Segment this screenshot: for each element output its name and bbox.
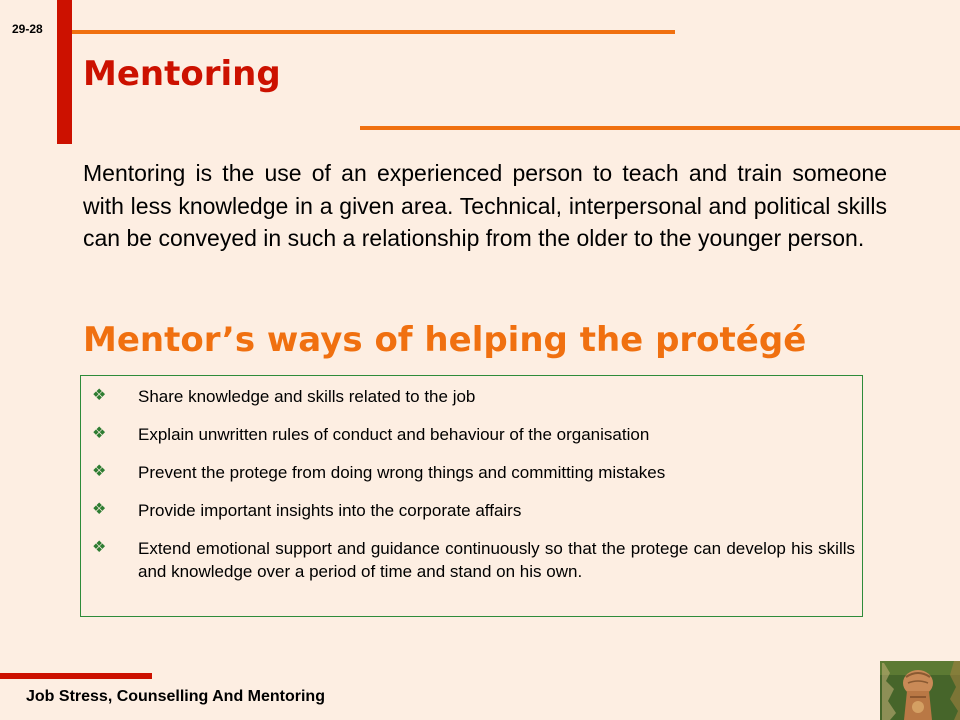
diamond-bullet-icon: ❖: [92, 501, 107, 518]
mid-divider-line: [360, 126, 960, 130]
list-item-text: Extend emotional support and guidance continuously so that the protege can develop his skills and knowledge over a period of time and stand on his own.: [138, 539, 855, 581]
title-accent-bar: [57, 0, 72, 144]
list-item-text: Provide important insights into the corporate affairs: [138, 501, 522, 520]
fist-logo-icon: [880, 661, 960, 720]
diamond-bullet-icon: ❖: [92, 387, 107, 404]
list-item-text: Share knowledge and skills related to the job: [138, 387, 476, 406]
footer-title: Job Stress, Counselling And Mentoring: [26, 688, 325, 705]
diamond-bullet-icon: ❖: [92, 463, 107, 480]
diamond-bullet-icon: ❖: [92, 425, 107, 442]
points-box: [80, 375, 863, 617]
top-divider-line: [72, 30, 675, 34]
footer-accent-line: [0, 673, 152, 679]
list-item-text: Explain unwritten rules of conduct and behaviour of the organisation: [138, 425, 650, 444]
slide-number: 29-28: [12, 22, 43, 36]
section-heading: Mentor’s ways of helping the protégé: [83, 320, 807, 360]
intro-paragraph: Mentoring is the use of an experienced person to teach and train someone with less knowledge in a given area. Technical, interpersonal and political skills can be conveyed in such a relationship from the older to the younger person.: [83, 160, 887, 251]
diamond-bullet-icon: ❖: [92, 539, 107, 556]
list-item-text: Prevent the protege from doing wrong things and committing mistakes: [138, 463, 666, 482]
slide-title: Mentoring: [83, 54, 281, 94]
